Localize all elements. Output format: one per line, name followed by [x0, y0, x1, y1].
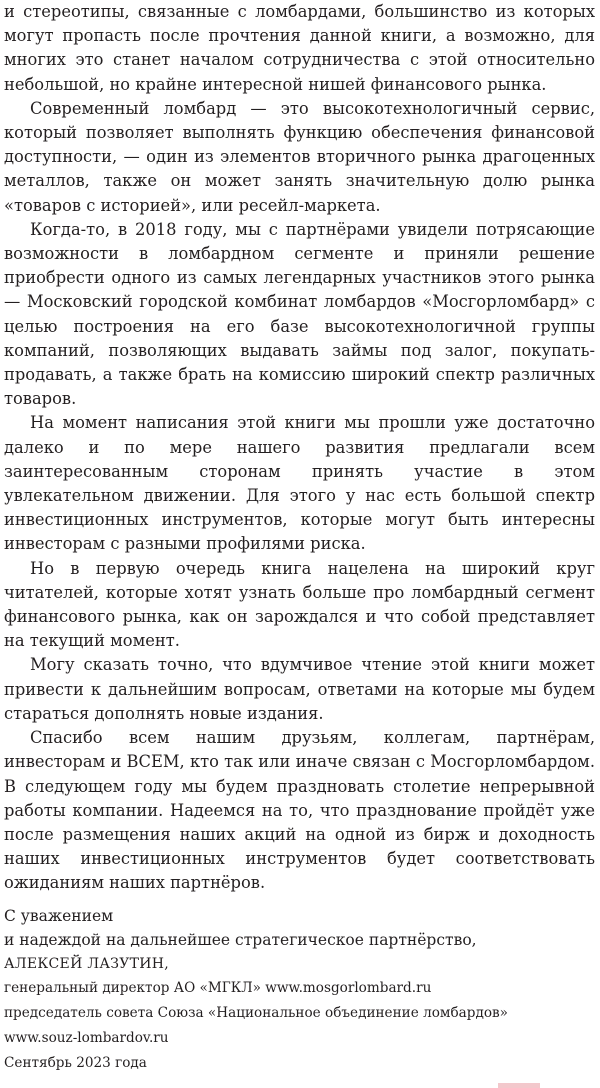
paragraph: и стереотипы, связанные с ломбардами, большинство из которых могут пропасть после прочтения данной книги, а возможно, для многих это станет началом сотрудничества с этой относительно небольшой, но крайне интересной нишей финансового рынка. — [4, 2, 595, 94]
paragraph: Современный ломбард — это высокотехнологичный сервис, который позволяет выполнять функцию обеспечения финансовой доступности, — один из элементов вторичного рынка драгоценных металлов, также он может занять значительную долю рынка «товаров с историей», или ресейл-маркета. — [4, 98, 595, 215]
paragraph: Когда-то, в 2018 году, мы с партнёрами увидели потрясающие возможности в ломбардном сегменте и приняли решение приобрести одного из самых легендарных участников этого рынка — Московский городской комбинат ломбардов «Мосгорломбард» с целью построения на его базе высокотехнологичной группы компаний, позволяющих выдавать займы под залог, покупать-продавать, а также брать на комиссию широкий спектр различных товаров. — [4, 219, 595, 409]
signature-website: www.souz-lombardov.ru — [4, 1030, 169, 1046]
signature-name: АЛЕКСЕЙ ЛАЗУТИН, — [4, 956, 170, 972]
signature-block — [4, 905, 596, 1076]
paragraph: Но в первую очередь книга нацелена на широкий круг читателей, которые хотят узнать больше про ломбардный сегмент финансового рынка, как он зарождался и что собой представляет на текущий момент. — [4, 558, 595, 651]
page-corner-mark — [498, 1083, 540, 1088]
body-text — [4, 0, 595, 896]
paragraph: Спасибо всем нашим друзьям, коллегам, партнёрам, инвесторам и ВСЕМ, кто так или иначе связан с Мосгорломбардом. В следующем году мы будем праздновать столетие непрерывной работы компании. Надеемся на то, что празднование пройдёт уже после размещения наших акций на одной из бирж и доходность наших инвестиционных инструментов будет соответствовать ожиданиям наших партнёров. — [4, 728, 595, 893]
signature-position-2: председатель совета Союза «Национальное объединение ломбардов» — [4, 1005, 508, 1021]
paragraph: Могу сказать точно, что вдумчивое чтение этой книги может привести к дальнейшим вопросам, ответами на которые мы будем стараться дополнять новые издания. — [4, 655, 595, 723]
paragraph: На момент написания этой книги мы прошли уже достаточно далеко и по мере нашего развития предлагали всем заинтересованным сторонам принять участие в этом увлекательном движении. Для этого у нас есть большой спектр инвестиционных инструментов, которые могут быть интересны инвесторам с разными профилями риска. — [4, 413, 595, 554]
signature-date: Сентябрь 2023 года — [4, 1055, 147, 1071]
signature-position-1: генеральный директор АО «МГКЛ» www.mosgorlombard.ru — [4, 980, 432, 996]
signature-wish: и надеждой на дальнейшее стратегическое партнёрство, — [4, 930, 477, 949]
signature-greeting: С уважением — [4, 907, 114, 925]
